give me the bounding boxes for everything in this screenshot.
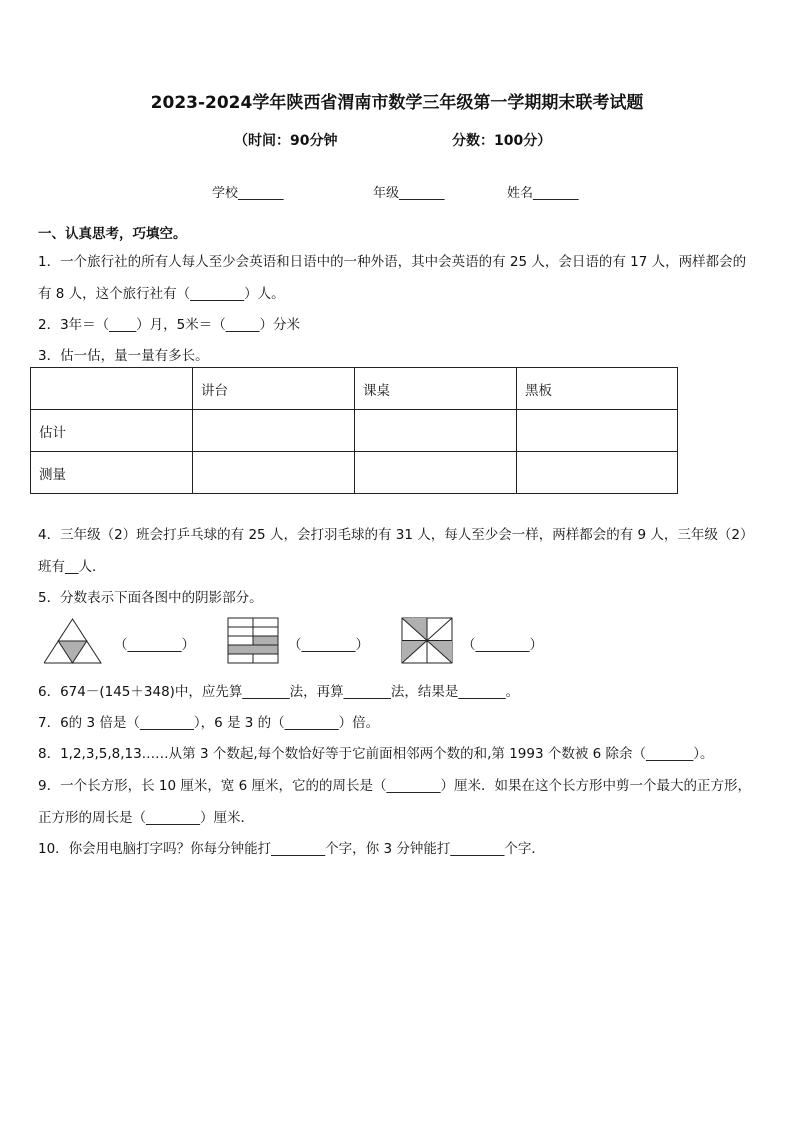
table-header: 课桌	[355, 368, 517, 410]
question-5: 5．分数表示下面各图中的阴影部分。	[38, 590, 263, 606]
answer-blank: （________）	[288, 637, 369, 653]
table-header: 黑板	[517, 368, 678, 410]
exam-time: （时间：90分钟	[234, 133, 338, 149]
question-1-line-2: 有 8 人，这个旅行社有（________）人。	[38, 286, 285, 302]
name-field: 姓名_______	[507, 186, 579, 201]
table-cell	[193, 452, 355, 494]
school-field: 学校_______	[212, 186, 284, 201]
table-row	[31, 410, 678, 452]
question-10: 10．你会用电脑打字吗？你每分钟能打________个字，你 3 分钟能打________个字．	[38, 841, 545, 857]
row-label: 测量	[31, 452, 193, 494]
question-3: 3．估一估，量一量有多长。	[38, 348, 209, 364]
question-9-line-2: 正方形的周长是（________）厘米．	[38, 810, 254, 826]
triangle-figure	[44, 619, 101, 663]
table-header: 讲台	[193, 368, 355, 410]
question-4-line-1: 4．三年级（2）班会打乒乓球的有 25 人，会打羽毛球的有 31 人，每人至少会一样，两样都会的有 9 人，三年级（2）	[38, 527, 754, 543]
estimate-table	[30, 367, 678, 494]
question-6: 6．674－(145＋348)中，应先算_______法，再算_______法，结果是_______。	[38, 684, 520, 700]
question-2: 2．3年＝（____）月，5米＝（_____）分米	[38, 317, 301, 333]
rectangle-grid-figure	[228, 618, 278, 663]
answer-blank: （________）	[462, 637, 543, 653]
question-9-line-1: 9．一个长方形，长 10 厘米，宽 6 厘米，它的的周长是（________）厘米．如果在这个长方形中剪一个最大的正方形，	[38, 778, 752, 794]
question-4-line-2: 班有__人．	[38, 559, 106, 575]
question-1-line-1: 1．一个旅行社的所有人每人至少会英语和日语中的一种外语，其中会英语的有 25 人，会日语的有 17 人，两样都会的	[38, 254, 747, 270]
table-cell	[517, 410, 678, 452]
answer-blank: （________）	[114, 637, 195, 653]
shaded-region	[253, 636, 278, 645]
shaded-region	[228, 645, 278, 654]
question-7: 7．6的 3 倍是（________），6 是 3 的（________）倍。	[38, 715, 380, 731]
square-figure	[402, 618, 452, 663]
table-cell	[517, 452, 678, 494]
table-cell	[355, 410, 517, 452]
table-cell	[31, 368, 193, 410]
grade-field: 年级_______	[373, 186, 445, 201]
table-row	[31, 452, 678, 494]
table-cell	[355, 452, 517, 494]
question-8: 8．1,2,3,5,8,13……从第 3 个数起,每个数恰好等于它前面相邻两个数的和,第 1993 个数被 6 除余（_______）。	[38, 746, 714, 762]
row-label: 估计	[31, 410, 193, 452]
section-heading: 一、认真思考，巧填空。	[38, 226, 187, 242]
page-title: 2023-2024学年陕西省渭南市数学三年级第一学期期末联考试题	[150, 93, 644, 113]
table-cell	[193, 410, 355, 452]
exam-score: 分数：100分）	[452, 133, 552, 149]
table-header-row	[31, 368, 678, 410]
